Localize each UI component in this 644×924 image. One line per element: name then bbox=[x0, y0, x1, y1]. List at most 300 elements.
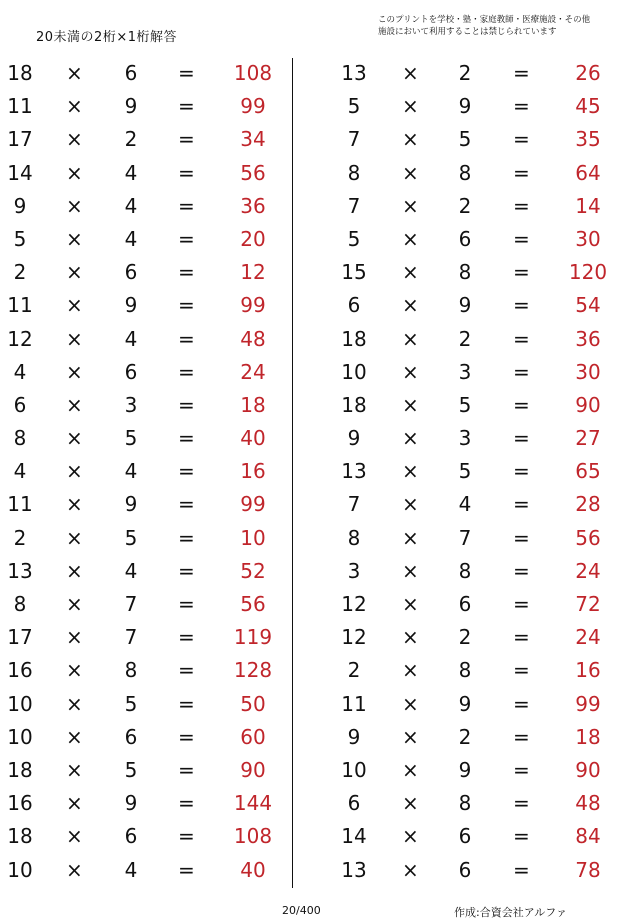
answer: 10 bbox=[240, 525, 266, 550]
multiplier: 8 bbox=[458, 791, 472, 816]
times-sign: × bbox=[402, 127, 419, 152]
problem-row bbox=[0, 123, 300, 156]
problem-row bbox=[0, 90, 300, 123]
answer: 119 bbox=[233, 625, 273, 650]
answer: 54 bbox=[575, 293, 601, 318]
multiplier: 5 bbox=[124, 525, 138, 550]
multiplicand: 8 bbox=[347, 525, 361, 550]
equals-sign: = bbox=[513, 326, 530, 351]
multiplier: 6 bbox=[124, 359, 138, 384]
multiplier: 7 bbox=[124, 592, 138, 616]
multiplicand: 11 bbox=[7, 94, 33, 119]
multiplier: 9 bbox=[124, 492, 138, 517]
multiplier: 4 bbox=[124, 160, 138, 185]
answer: 18 bbox=[240, 392, 266, 417]
times-sign: × bbox=[66, 160, 83, 185]
multiplier: 9 bbox=[124, 94, 138, 119]
answer: 108 bbox=[233, 824, 273, 849]
multiplicand: 18 bbox=[341, 392, 367, 417]
multiplier: 4 bbox=[124, 326, 138, 351]
equals-sign: = bbox=[178, 724, 195, 749]
multiplicand: 6 bbox=[13, 392, 27, 417]
multiplicand: 3 bbox=[347, 558, 361, 583]
problem-row bbox=[0, 854, 300, 887]
multiplicand: 17 bbox=[7, 625, 33, 650]
times-sign: × bbox=[402, 592, 419, 616]
times-sign: × bbox=[66, 658, 83, 683]
multiplier: 7 bbox=[458, 525, 472, 550]
multiplier: 4 bbox=[124, 193, 138, 218]
multiplicand: 11 bbox=[7, 492, 33, 517]
multiplicand: 10 bbox=[7, 691, 33, 716]
answer: 48 bbox=[575, 791, 601, 816]
author-credit: 作成:合資会社アルファ bbox=[454, 906, 568, 919]
multiplicand: 7 bbox=[347, 492, 361, 517]
equals-sign: = bbox=[513, 791, 530, 816]
equals-sign: = bbox=[178, 558, 195, 583]
times-sign: × bbox=[66, 525, 83, 550]
multiplicand: 5 bbox=[347, 94, 361, 119]
times-sign: × bbox=[66, 193, 83, 218]
equals-sign: = bbox=[513, 359, 530, 384]
equals-sign: = bbox=[178, 757, 195, 782]
equals-sign: = bbox=[513, 61, 530, 85]
problem-row bbox=[322, 688, 622, 721]
multiplier: 6 bbox=[124, 724, 138, 749]
equals-sign: = bbox=[178, 691, 195, 716]
multiplier: 9 bbox=[458, 94, 472, 119]
problem-row bbox=[322, 488, 622, 521]
problem-row bbox=[322, 588, 622, 621]
multiplicand: 7 bbox=[347, 127, 361, 152]
answer: 99 bbox=[240, 293, 266, 318]
problem-row bbox=[322, 389, 622, 422]
equals-sign: = bbox=[513, 757, 530, 782]
times-sign: × bbox=[66, 459, 83, 484]
equals-sign: = bbox=[178, 193, 195, 218]
multiplicand: 18 bbox=[7, 61, 33, 85]
problem-row bbox=[322, 90, 622, 123]
multiplicand: 4 bbox=[13, 459, 27, 484]
multiplicand: 4 bbox=[13, 359, 27, 384]
equals-sign: = bbox=[513, 226, 530, 251]
equals-sign: = bbox=[178, 492, 195, 517]
equals-sign: = bbox=[178, 824, 195, 849]
answer: 36 bbox=[575, 326, 601, 351]
answer: 26 bbox=[575, 61, 601, 85]
problem-row bbox=[322, 787, 622, 820]
answer: 99 bbox=[240, 94, 266, 119]
problem-row bbox=[322, 323, 622, 356]
times-sign: × bbox=[402, 625, 419, 650]
multiplicand: 6 bbox=[347, 791, 361, 816]
problem-row bbox=[0, 820, 300, 853]
equals-sign: = bbox=[513, 525, 530, 550]
problem-column-left bbox=[0, 57, 300, 887]
times-sign: × bbox=[66, 127, 83, 152]
multiplicand: 13 bbox=[341, 857, 367, 882]
equals-sign: = bbox=[178, 625, 195, 650]
answer: 16 bbox=[575, 658, 601, 683]
problem-row bbox=[0, 223, 300, 256]
problem-row bbox=[322, 422, 622, 455]
answer: 78 bbox=[575, 857, 601, 882]
multiplicand: 13 bbox=[341, 61, 367, 85]
answer: 35 bbox=[575, 127, 601, 152]
times-sign: × bbox=[66, 426, 83, 451]
multiplicand: 12 bbox=[7, 326, 33, 351]
equals-sign: = bbox=[513, 724, 530, 749]
times-sign: × bbox=[66, 625, 83, 650]
multiplicand: 18 bbox=[341, 326, 367, 351]
answer: 40 bbox=[240, 857, 266, 882]
answer: 84 bbox=[575, 824, 601, 849]
answer: 12 bbox=[240, 260, 266, 285]
multiplicand: 8 bbox=[13, 426, 27, 451]
times-sign: × bbox=[66, 359, 83, 384]
multiplicand: 2 bbox=[13, 525, 27, 550]
multiplicand: 17 bbox=[7, 127, 33, 152]
times-sign: × bbox=[66, 558, 83, 583]
multiplier: 8 bbox=[458, 160, 472, 185]
answer: 45 bbox=[575, 94, 601, 119]
problem-row bbox=[322, 654, 622, 687]
equals-sign: = bbox=[178, 260, 195, 285]
multiplicand: 5 bbox=[13, 226, 27, 251]
equals-sign: = bbox=[513, 193, 530, 218]
multiplicand: 7 bbox=[347, 193, 361, 218]
page-title: 20未満の2桁×1桁解答 bbox=[36, 30, 177, 45]
problem-row bbox=[322, 721, 622, 754]
times-sign: × bbox=[402, 426, 419, 451]
answer: 27 bbox=[575, 426, 601, 451]
multiplicand: 18 bbox=[7, 824, 33, 849]
multiplicand: 14 bbox=[7, 160, 33, 185]
multiplier: 6 bbox=[124, 260, 138, 285]
answer: 56 bbox=[240, 592, 266, 616]
answer: 56 bbox=[240, 160, 266, 185]
multiplicand: 13 bbox=[7, 558, 33, 583]
times-sign: × bbox=[66, 757, 83, 782]
answer: 144 bbox=[233, 791, 273, 816]
answer: 24 bbox=[240, 359, 266, 384]
problem-row bbox=[322, 256, 622, 289]
multiplicand: 12 bbox=[341, 592, 367, 616]
answer: 56 bbox=[575, 525, 601, 550]
multiplicand: 9 bbox=[347, 724, 361, 749]
answer: 64 bbox=[575, 160, 601, 185]
problem-row bbox=[0, 621, 300, 654]
multiplicand: 13 bbox=[341, 459, 367, 484]
answer: 18 bbox=[575, 724, 601, 749]
equals-sign: = bbox=[513, 426, 530, 451]
problem-row bbox=[0, 389, 300, 422]
multiplier: 6 bbox=[458, 857, 472, 882]
problem-row bbox=[0, 721, 300, 754]
multiplier: 5 bbox=[124, 426, 138, 451]
answer: 34 bbox=[240, 127, 266, 152]
multiplier: 2 bbox=[124, 127, 138, 152]
equals-sign: = bbox=[513, 492, 530, 517]
multiplier: 5 bbox=[458, 127, 472, 152]
problem-row bbox=[322, 223, 622, 256]
equals-sign: = bbox=[513, 658, 530, 683]
answer: 90 bbox=[240, 757, 266, 782]
multiplicand: 14 bbox=[341, 824, 367, 849]
problem-row bbox=[0, 455, 300, 488]
equals-sign: = bbox=[178, 658, 195, 683]
answer: 52 bbox=[240, 558, 266, 583]
multiplier: 4 bbox=[124, 459, 138, 484]
equals-sign: = bbox=[178, 226, 195, 251]
answer: 14 bbox=[575, 193, 601, 218]
times-sign: × bbox=[66, 226, 83, 251]
multiplicand: 6 bbox=[347, 293, 361, 318]
problem-row bbox=[0, 256, 300, 289]
times-sign: × bbox=[402, 94, 419, 119]
times-sign: × bbox=[402, 824, 419, 849]
equals-sign: = bbox=[513, 625, 530, 650]
times-sign: × bbox=[402, 492, 419, 517]
multiplier: 5 bbox=[124, 757, 138, 782]
problem-row bbox=[0, 323, 300, 356]
equals-sign: = bbox=[513, 459, 530, 484]
multiplicand: 10 bbox=[7, 724, 33, 749]
equals-sign: = bbox=[513, 824, 530, 849]
equals-sign: = bbox=[513, 691, 530, 716]
times-sign: × bbox=[66, 724, 83, 749]
equals-sign: = bbox=[513, 260, 530, 285]
answer: 24 bbox=[575, 558, 601, 583]
answer: 16 bbox=[240, 459, 266, 484]
equals-sign: = bbox=[178, 160, 195, 185]
times-sign: × bbox=[66, 791, 83, 816]
multiplicand: 12 bbox=[341, 625, 367, 650]
times-sign: × bbox=[402, 160, 419, 185]
page-number: 20/400 bbox=[282, 904, 321, 917]
problem-row bbox=[322, 123, 622, 156]
times-sign: × bbox=[402, 61, 419, 85]
problem-row bbox=[0, 57, 300, 90]
problem-row bbox=[0, 190, 300, 223]
problem-row bbox=[0, 422, 300, 455]
problem-row bbox=[322, 57, 622, 90]
multiplicand: 10 bbox=[341, 359, 367, 384]
answer: 30 bbox=[575, 226, 601, 251]
times-sign: × bbox=[402, 392, 419, 417]
equals-sign: = bbox=[178, 459, 195, 484]
equals-sign: = bbox=[178, 791, 195, 816]
multiplicand: 11 bbox=[341, 691, 367, 716]
multiplicand: 2 bbox=[13, 260, 27, 285]
answer: 60 bbox=[240, 724, 266, 749]
times-sign: × bbox=[66, 293, 83, 318]
answer: 99 bbox=[240, 492, 266, 517]
multiplier: 9 bbox=[458, 691, 472, 716]
multiplier: 2 bbox=[458, 193, 472, 218]
times-sign: × bbox=[402, 260, 419, 285]
multiplicand: 9 bbox=[13, 193, 27, 218]
equals-sign: = bbox=[513, 94, 530, 119]
equals-sign: = bbox=[178, 94, 195, 119]
problem-row bbox=[0, 555, 300, 588]
multiplier: 4 bbox=[124, 226, 138, 251]
problem-row bbox=[322, 621, 622, 654]
multiplier: 5 bbox=[458, 459, 472, 484]
times-sign: × bbox=[402, 193, 419, 218]
problem-row bbox=[322, 356, 622, 389]
multiplicand: 11 bbox=[7, 293, 33, 318]
times-sign: × bbox=[402, 857, 419, 882]
usage-notice bbox=[378, 14, 618, 38]
times-sign: × bbox=[66, 857, 83, 882]
column-divider bbox=[292, 58, 293, 888]
multiplier: 3 bbox=[458, 359, 472, 384]
problem-row bbox=[322, 190, 622, 223]
multiplier: 8 bbox=[124, 658, 138, 683]
times-sign: × bbox=[402, 791, 419, 816]
multiplier: 4 bbox=[458, 492, 472, 517]
problem-row bbox=[0, 787, 300, 820]
times-sign: × bbox=[66, 824, 83, 849]
times-sign: × bbox=[402, 293, 419, 318]
answer: 72 bbox=[575, 592, 601, 616]
equals-sign: = bbox=[178, 426, 195, 451]
answer: 108 bbox=[233, 61, 273, 85]
equals-sign: = bbox=[513, 392, 530, 417]
equals-sign: = bbox=[178, 392, 195, 417]
multiplier: 8 bbox=[458, 558, 472, 583]
times-sign: × bbox=[66, 260, 83, 285]
times-sign: × bbox=[66, 691, 83, 716]
equals-sign: = bbox=[178, 525, 195, 550]
multiplier: 2 bbox=[458, 724, 472, 749]
equals-sign: = bbox=[513, 558, 530, 583]
problem-row bbox=[0, 654, 300, 687]
multiplier: 2 bbox=[458, 625, 472, 650]
multiplicand: 18 bbox=[7, 757, 33, 782]
answer: 30 bbox=[575, 359, 601, 384]
equals-sign: = bbox=[178, 857, 195, 882]
multiplicand: 15 bbox=[341, 260, 367, 285]
multiplicand: 8 bbox=[347, 160, 361, 185]
problem-row bbox=[0, 157, 300, 190]
times-sign: × bbox=[66, 592, 83, 616]
problem-row bbox=[322, 522, 622, 555]
multiplier: 7 bbox=[124, 625, 138, 650]
times-sign: × bbox=[402, 459, 419, 484]
times-sign: × bbox=[402, 326, 419, 351]
multiplier: 6 bbox=[458, 226, 472, 251]
problem-row bbox=[322, 754, 622, 787]
answer: 40 bbox=[240, 426, 266, 451]
times-sign: × bbox=[66, 94, 83, 119]
answer: 20 bbox=[240, 226, 266, 251]
multiplier: 6 bbox=[124, 824, 138, 849]
equals-sign: = bbox=[513, 857, 530, 882]
problem-row bbox=[0, 522, 300, 555]
equals-sign: = bbox=[513, 293, 530, 318]
equals-sign: = bbox=[178, 592, 195, 616]
multiplier: 8 bbox=[458, 260, 472, 285]
multiplier: 6 bbox=[124, 61, 138, 85]
multiplier: 5 bbox=[458, 392, 472, 417]
multiplier: 4 bbox=[124, 857, 138, 882]
equals-sign: = bbox=[513, 127, 530, 152]
times-sign: × bbox=[402, 359, 419, 384]
problem-column-right bbox=[322, 57, 622, 887]
multiplier: 9 bbox=[124, 791, 138, 816]
answer: 24 bbox=[575, 625, 601, 650]
problem-row bbox=[322, 854, 622, 887]
problem-row bbox=[322, 289, 622, 322]
multiplier: 4 bbox=[124, 558, 138, 583]
times-sign: × bbox=[66, 61, 83, 85]
multiplicand: 10 bbox=[7, 857, 33, 882]
problem-row bbox=[0, 688, 300, 721]
equals-sign: = bbox=[178, 326, 195, 351]
multiplicand: 9 bbox=[347, 426, 361, 451]
equals-sign: = bbox=[178, 359, 195, 384]
multiplier: 6 bbox=[458, 592, 472, 616]
times-sign: × bbox=[402, 558, 419, 583]
problem-row bbox=[0, 588, 300, 621]
times-sign: × bbox=[402, 525, 419, 550]
usage-notice-line-2: 施設において利用することは禁じられています bbox=[378, 27, 557, 37]
problem-row bbox=[0, 488, 300, 521]
multiplicand: 8 bbox=[13, 592, 27, 616]
multiplier: 3 bbox=[124, 392, 138, 417]
times-sign: × bbox=[402, 691, 419, 716]
problem-row bbox=[322, 820, 622, 853]
equals-sign: = bbox=[513, 592, 530, 616]
answer: 50 bbox=[240, 691, 266, 716]
times-sign: × bbox=[402, 724, 419, 749]
multiplier: 8 bbox=[458, 658, 472, 683]
multiplier: 3 bbox=[458, 426, 472, 451]
multiplicand: 2 bbox=[347, 658, 361, 683]
times-sign: × bbox=[66, 492, 83, 517]
multiplier: 9 bbox=[458, 757, 472, 782]
answer: 99 bbox=[575, 691, 601, 716]
multiplier: 9 bbox=[124, 293, 138, 318]
multiplier: 2 bbox=[458, 326, 472, 351]
times-sign: × bbox=[66, 326, 83, 351]
answer: 28 bbox=[575, 492, 601, 517]
problem-row bbox=[322, 555, 622, 588]
problem-row bbox=[0, 289, 300, 322]
multiplier: 2 bbox=[458, 61, 472, 85]
times-sign: × bbox=[402, 658, 419, 683]
problem-row bbox=[0, 356, 300, 389]
multiplier: 9 bbox=[458, 293, 472, 318]
answer: 120 bbox=[568, 260, 608, 285]
times-sign: × bbox=[402, 226, 419, 251]
equals-sign: = bbox=[178, 61, 195, 85]
problem-row bbox=[322, 455, 622, 488]
answer: 65 bbox=[575, 459, 601, 484]
answer: 128 bbox=[233, 658, 273, 683]
times-sign: × bbox=[402, 757, 419, 782]
multiplicand: 10 bbox=[341, 757, 367, 782]
multiplicand: 5 bbox=[347, 226, 361, 251]
equals-sign: = bbox=[178, 293, 195, 318]
equals-sign: = bbox=[513, 160, 530, 185]
times-sign: × bbox=[66, 392, 83, 417]
usage-notice-line-1: このプリントを学校・塾・家庭教師・医療施設・その他 bbox=[378, 15, 591, 25]
answer: 36 bbox=[240, 193, 266, 218]
multiplier: 5 bbox=[124, 691, 138, 716]
